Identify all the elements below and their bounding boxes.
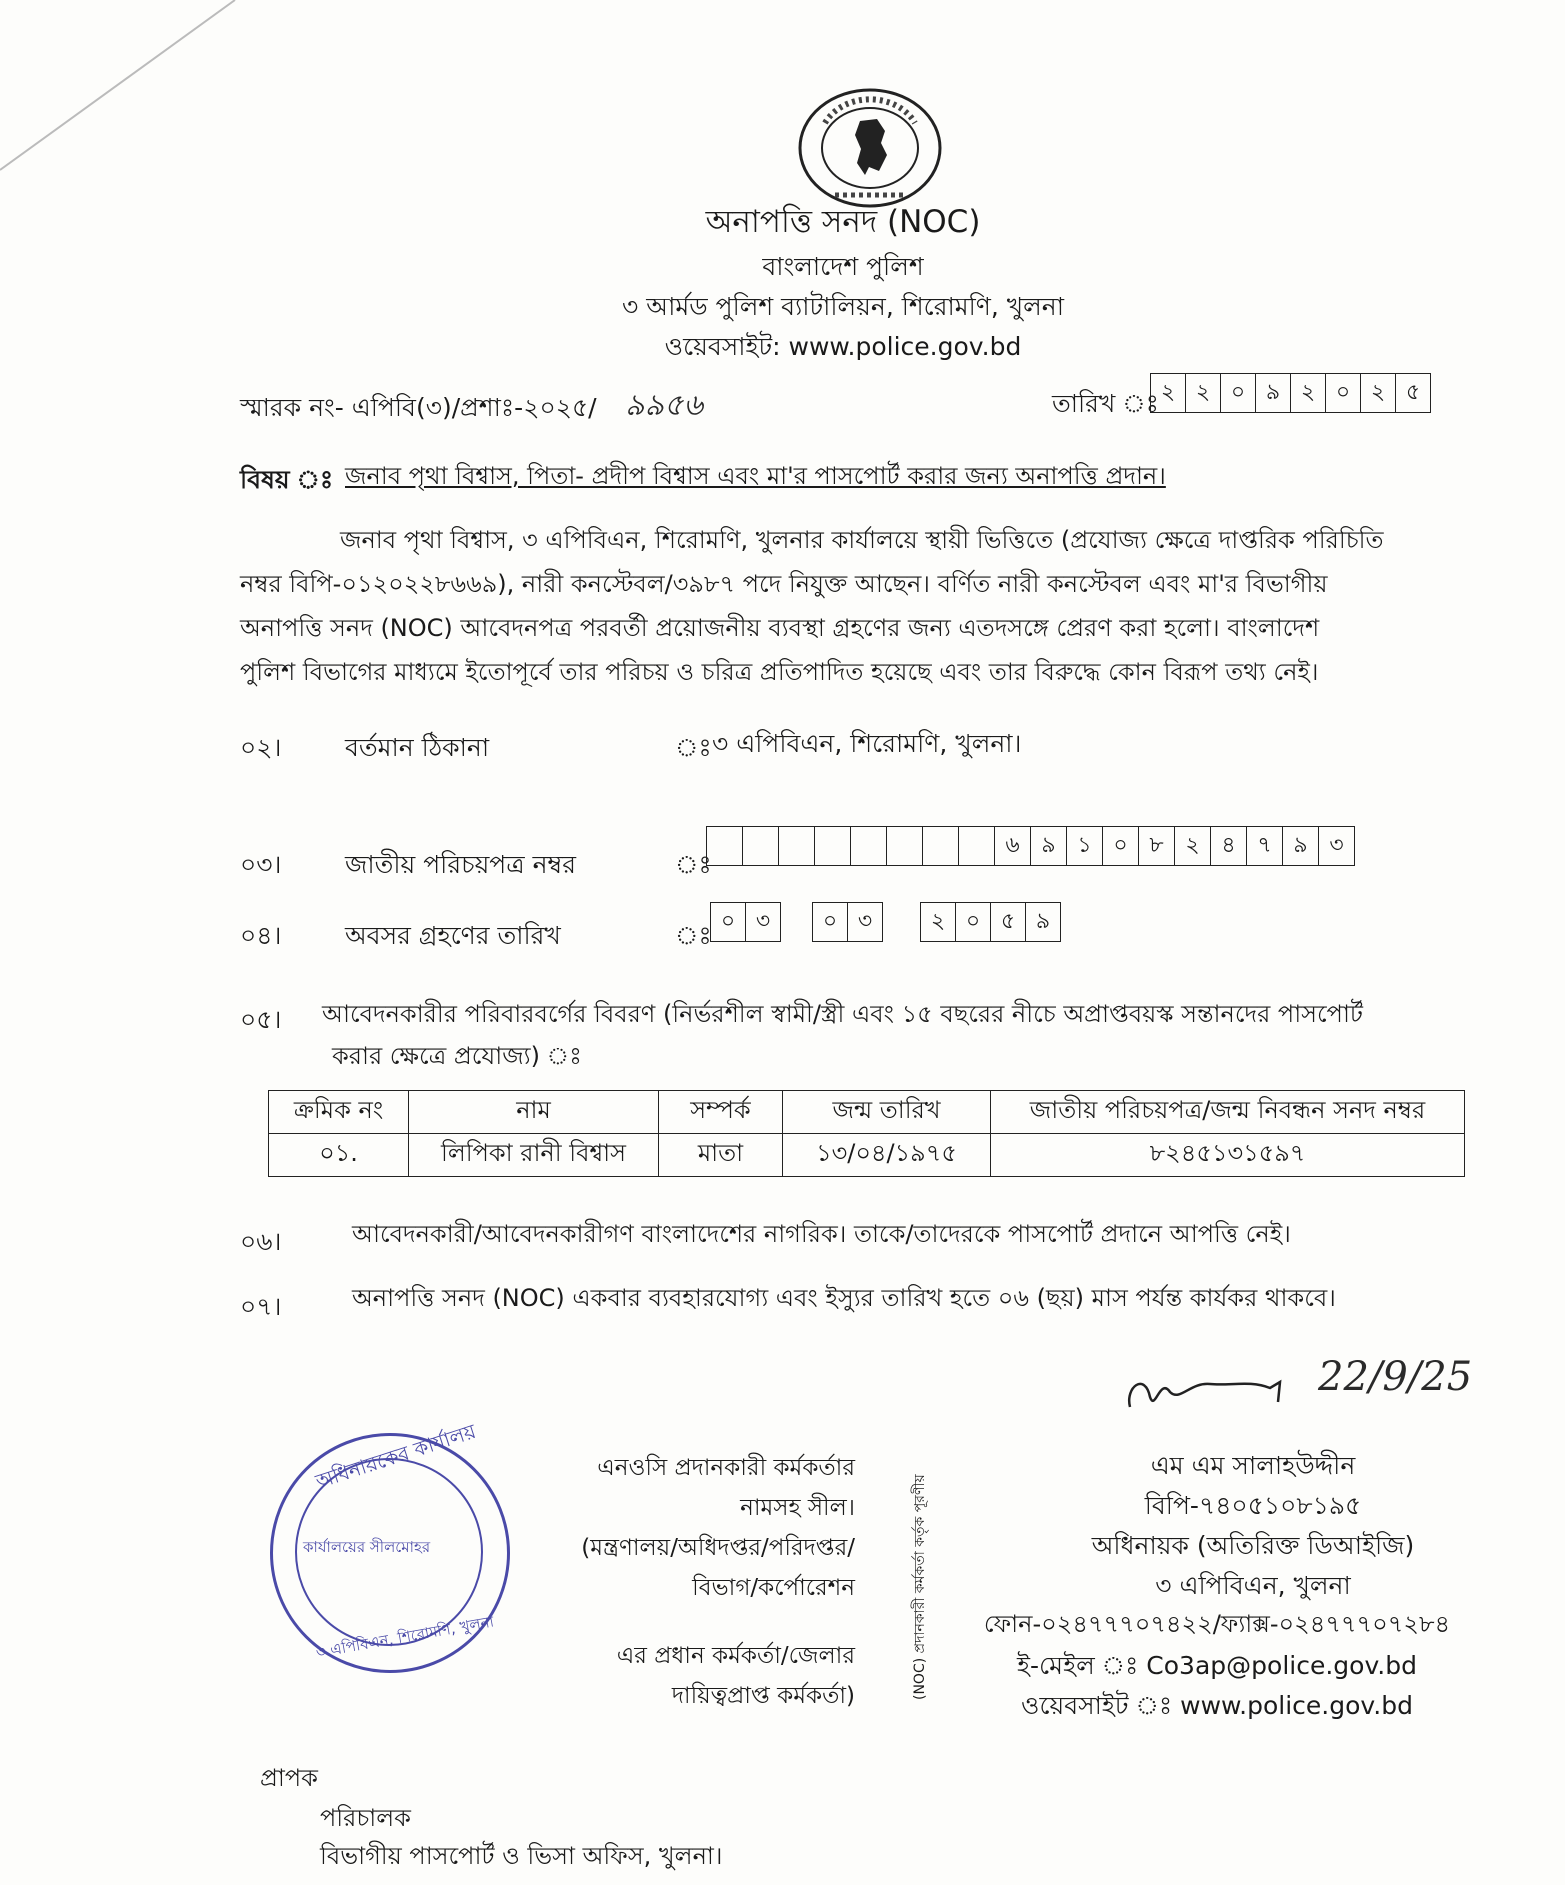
- nid-digit-cell: ৯: [1031, 827, 1067, 865]
- family-table-header: [269, 1091, 1465, 1134]
- date-digit-cell: ২: [1291, 374, 1326, 412]
- nid-digit-cell: ৬: [995, 827, 1031, 865]
- stamp-middle-text: কার্যালয়ের সীলমোহর: [303, 1538, 431, 1556]
- nid-digit-cell: ৮: [1139, 827, 1175, 865]
- memo-number-handwritten: ৯৯৫৬: [625, 388, 703, 423]
- nid-digit-cell: ১: [1067, 827, 1103, 865]
- item-02-separator: ঃ: [675, 733, 712, 762]
- retirement-day-digit-cell: ০: [711, 903, 746, 941]
- nid-digit-cell: [707, 827, 743, 865]
- retirement-year-boxes: [920, 902, 1061, 942]
- row-birth-date: ১৩/০৪/১৯৭৫: [783, 1134, 991, 1177]
- nid-digit-cell: ৩: [1329, 833, 1344, 858]
- date-digit-cell: ২: [1361, 374, 1396, 412]
- nid-digit-cell: [923, 827, 959, 865]
- header-nid: জাতীয় পরিচয়পত্র/জন্ম নিবন্ধন সনদ নম্বর: [991, 1091, 1465, 1134]
- recipient-title: পরিচালক: [320, 1804, 411, 1832]
- nid-digit-cell: [779, 827, 815, 865]
- nid-digit-cell: [743, 827, 779, 865]
- item-06-text: আবেদনকারী/আবেদনকারীগণ বাংলাদেশের নাগরিক। তাকে/তাদেরকে পাসপোর্ট প্রদানে আপত্তি নেই।: [352, 1220, 1291, 1248]
- document-title: অনাপত্তি সনদ (NOC): [705, 204, 981, 240]
- retirement-day-digit-cell: ৩: [755, 909, 771, 934]
- body-line-1: জনাব পৃথা বিশ্বাস, ৩ এপিবিএন, শিরোমণি, খুলনার কার্যালয়ে স্থায়ী ভিত্তিতে (প্রযোজ্য ক্ষেত্রে দাপ্তরিক পরিচিতি: [340, 526, 1384, 554]
- nid-digit-cell: [887, 827, 923, 865]
- item-07-number: ০৭।: [240, 1292, 282, 1321]
- item-05-line-2: করার ক্ষেত্রে প্রযোজ্য) ঃ: [332, 1042, 582, 1070]
- header-website: ওয়েবসাইট: www.police.gov.bd: [664, 332, 1022, 361]
- date-digit-cell: ৫: [1405, 380, 1421, 405]
- body-line-2: নম্বর বিপি-০১২০২২৮৬৬৯), নারী কনস্টেবল/৩৯৮৭ পদে নিযুক্ত আছেন। বর্ণিত নারী কনস্টেবল এবং মা'র বিভাগীয়: [240, 570, 1328, 598]
- issuer-note-line: নামসহ সীল।: [740, 1495, 855, 1521]
- recipient-office: বিভাগীয় পাসপোর্ট ও ভিসা অফিস, খুলনা।: [320, 1842, 723, 1870]
- date-boxes: [1150, 373, 1431, 413]
- row-serial: ০১.: [269, 1134, 409, 1177]
- date-digit-cell: ০: [1221, 374, 1256, 412]
- date-digit-cell: ৯: [1256, 374, 1291, 412]
- stamp-bottom-text: ৩ এপিবিএন, শিরোমণি, খুলনা: [314, 1612, 496, 1662]
- signatory-name: এম এম সালাহউদ্দীন: [1150, 1451, 1356, 1480]
- row-nid: ৮২৪৫১৩১৫৯৭: [991, 1134, 1465, 1177]
- header-serial: ক্রমিক নং: [269, 1091, 409, 1134]
- item-05-number: ০৫।: [240, 1005, 282, 1034]
- signatory-designation: অধিনায়ক (অতিরিক্ত ডিআইজি): [1091, 1531, 1415, 1560]
- issuer-vertical-note: (NOC) প্রদানকারী কর্মকর্তা কর্তৃক পূরণীয়: [912, 1474, 928, 1700]
- issuer-note-line: বিভাগ/কর্পোরেশন: [692, 1575, 855, 1601]
- office-seal-stamp: [270, 1418, 510, 1673]
- recipient-label: প্রাপক: [260, 1764, 318, 1792]
- table-row: [269, 1134, 1465, 1177]
- retirement-year-digit-cell: ২: [921, 903, 956, 941]
- date-digit-cell: ০: [1326, 374, 1361, 412]
- issuer-note: [545, 1448, 855, 1716]
- signatory-unit: ৩ এপিবিএন, খুলনা: [1155, 1571, 1351, 1600]
- signatory-email: ই-মেইল ঃ Co3ap@police.gov.bd: [1017, 1651, 1417, 1680]
- item-06-number: ০৬।: [240, 1227, 282, 1256]
- nid-digit-cell: ২: [1175, 827, 1211, 865]
- memo-number-label: স্মারক নং- এপিবি(৩)/প্রশাঃ-২০২৫/: [240, 393, 597, 422]
- retirement-year-digit-cell: ৫: [991, 903, 1026, 941]
- unit-name: ৩ আর্মড পুলিশ ব্যাটালিয়ন, শিরোমণি, খুলনা: [622, 292, 1064, 321]
- nid-digit-cell: [851, 827, 887, 865]
- row-name: লিপিকা রানী বিশ্বাস: [409, 1134, 659, 1177]
- body-line-4: পুলিশ বিভাগের মাধ্যমে ইতোপূর্বে তার পরিচয় ও চরিত্র প্রতিপাদিত হয়েছে এবং তার বিরুদ্ধে কোন বিরূপ তথ্য নেই।: [240, 658, 1319, 686]
- date-label: তারিখ ঃ: [1052, 389, 1159, 418]
- retirement-month-digit-cell: ০: [813, 903, 848, 941]
- nid-digit-cell: ০: [1103, 827, 1139, 865]
- nid-digit-cell: ৯: [1283, 827, 1319, 865]
- family-table: [268, 1090, 1465, 1177]
- signature-date-handwritten: 22/9/25: [1318, 1354, 1473, 1400]
- retirement-month-digit-cell: ৩: [857, 909, 873, 934]
- issuer-note-line: এর প্রধান কর্মকর্তা/জেলার: [616, 1643, 855, 1669]
- nid-boxes: [706, 826, 1355, 866]
- issuer-note-line: এনওসি প্রদানকারী কর্মকর্তার: [597, 1455, 855, 1481]
- item-02-label: বর্তমান ঠিকানা: [345, 733, 490, 762]
- item-05-line-1: আবেদনকারীর পরিবারবর্গের বিবরণ (নির্ভরশীল স্বামী/স্ত্রী এবং ১৫ বছরের নীচে অপ্রাপ্তবয়স্ক সন্তানদের পাসপোর্ট: [322, 1000, 1363, 1028]
- body-line-3: অনাপত্তি সনদ (NOC) আবেদনপত্র পরবর্তী প্রয়োজনীয় ব্যবস্থা গ্রহণের জন্য এতদসঙ্গে প্রেরণ করা হলো। বাংলাদেশ: [240, 614, 1320, 642]
- item-04-separator: ঃ: [675, 921, 712, 950]
- retirement-year-digit-cell: ০: [956, 903, 991, 941]
- header-birth-date: জন্ম তারিখ: [783, 1091, 991, 1134]
- issuer-note-line: (মন্ত্রণালয়/অধিদপ্তর/পরিদপ্তর/: [581, 1535, 855, 1561]
- nid-digit-cell: ৭: [1247, 827, 1283, 865]
- item-03-separator: ঃ: [675, 850, 712, 879]
- item-02-value: ৩ এপিবিএন, শিরোমণি, খুলনা।: [712, 729, 1022, 758]
- org-name: বাংলাদেশ পুলিশ: [762, 252, 924, 281]
- item-03-label: জাতীয় পরিচয়পত্র নম্বর: [345, 850, 576, 879]
- date-digit-cell: ২: [1186, 374, 1221, 412]
- subject-label: বিষয় ঃ: [240, 465, 334, 494]
- item-03-number: ০৩।: [240, 850, 282, 879]
- stamp-top-text: অধিনায়কের কার্যালয়: [312, 1418, 479, 1494]
- signature-icon: [1120, 1352, 1300, 1422]
- nid-digit-cell: [815, 827, 851, 865]
- item-02-number: ০২।: [240, 733, 282, 762]
- signatory-bp: বিপি-৭৪০৫১০৮১৯৫: [1144, 1491, 1362, 1520]
- header-relation: সম্পর্ক: [659, 1091, 783, 1134]
- signatory-website: ওয়েবসাইট ঃ www.police.gov.bd: [1021, 1691, 1413, 1720]
- nid-digit-cell: ৪: [1211, 827, 1247, 865]
- retirement-year-digit-cell: ৯: [1035, 909, 1051, 934]
- signatory-phone: ফোন-০২৪৭৭৭০৭৪২২/ফ্যাক্স-০২৪৭৭৭০৭২৮৪: [983, 1610, 1451, 1638]
- row-relation: মাতা: [659, 1134, 783, 1177]
- issuer-note-line: দায়িত্বপ্রাপ্ত কর্মকর্তা): [671, 1683, 855, 1709]
- date-digit-cell: ২: [1151, 374, 1186, 412]
- item-04-number: ০৪।: [240, 921, 282, 950]
- item-04-label: অবসর গ্রহণের তারিখ: [345, 921, 561, 950]
- item-07-text: অনাপত্তি সনদ (NOC) একবার ব্যবহারযোগ্য এবং ইস্যুর তারিখ হতে ০৬ (ছয়) মাস পর্যন্ত কার্যকর থাকবে।: [352, 1284, 1336, 1312]
- nid-digit-cell: [959, 827, 995, 865]
- header-name: নাম: [409, 1091, 659, 1134]
- govt-emblem-icon: [795, 83, 945, 213]
- retirement-day-boxes: [710, 902, 781, 942]
- retirement-month-boxes: [812, 902, 883, 942]
- scan-edge-artifact: [0, 0, 240, 200]
- subject-text: জনাব পৃথা বিশ্বাস, পিতা- প্রদীপ বিশ্বাস এবং মা'র পাসপোর্ট করার জন্য অনাপত্তি প্রদান।: [345, 462, 1166, 490]
